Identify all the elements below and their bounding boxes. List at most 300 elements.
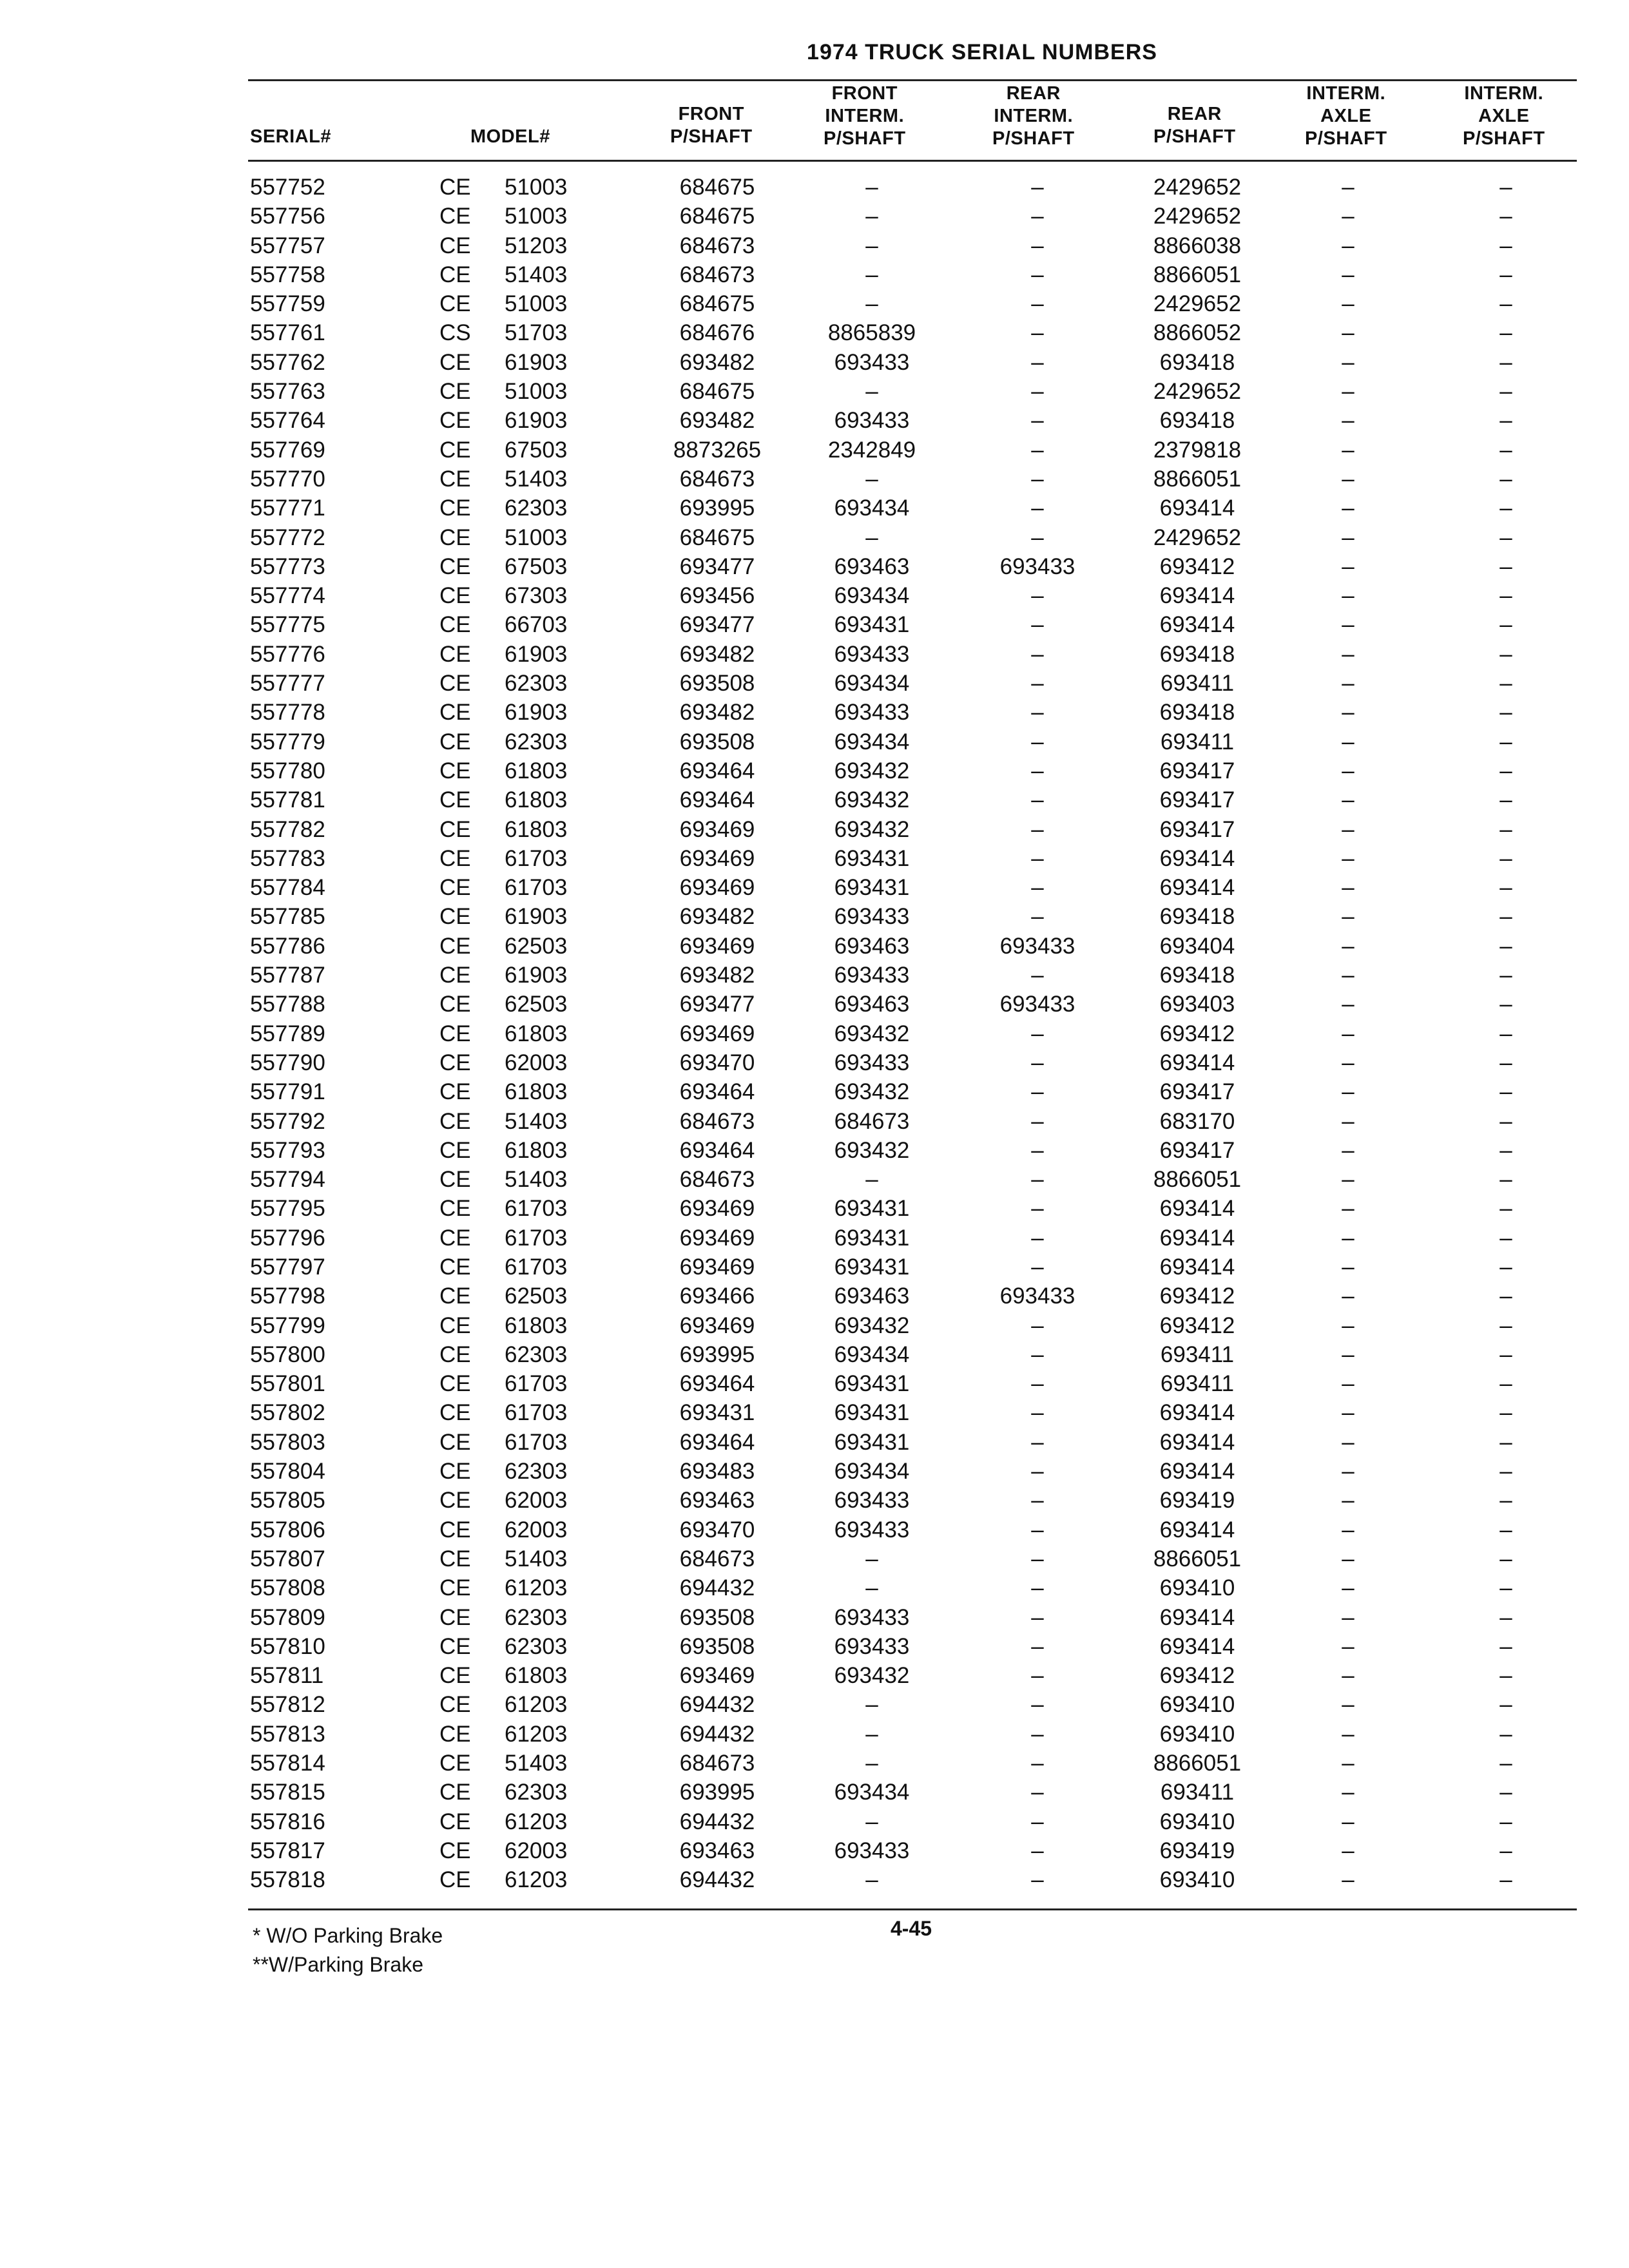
serial-cell: 557757 [250,233,325,258]
front-pshaft-cell: 693469 [679,816,755,842]
table-row [0,1486,1629,1515]
header-line: INTERM. [1464,83,1544,104]
table-row [0,1224,1629,1253]
interm-axle-2-cell: – [1499,612,1512,638]
interm-axle-1-cell: – [1342,1137,1354,1163]
interm-axle-1-cell: – [1342,963,1354,988]
rear-pshaft-cell: 693414 [1159,1517,1235,1542]
model-prefix-cell: CE [439,495,471,521]
serial-cell: 557807 [250,1546,325,1571]
serial-cell: 557812 [250,1692,325,1718]
model-number-cell: 67503 [505,553,568,579]
model-number-cell: 51403 [505,1167,568,1193]
model-prefix-cell: CE [439,875,471,901]
front-interm-cell: 693431 [834,1196,910,1222]
front-pshaft-cell: 693477 [679,992,755,1017]
rear-interm-cell: – [1031,1400,1044,1426]
table-row [0,1194,1629,1223]
header-line: REAR [1167,104,1222,124]
rear-pshaft-cell: 693411 [1160,1780,1235,1805]
model-prefix-cell: CE [439,845,471,871]
table-row [0,756,1629,785]
model-number-cell: 67303 [505,583,568,609]
rear-pshaft-cell: 693410 [1159,1575,1235,1601]
table-row [0,727,1629,756]
rear-interm-cell: – [1031,408,1044,434]
interm-axle-1-cell: – [1342,1751,1354,1776]
rear-pshaft-cell: 8866051 [1153,262,1242,287]
rear-pshaft-cell: 693418 [1159,963,1235,988]
model-prefix-cell: CE [439,1867,471,1893]
front-interm-cell: 693433 [834,1488,910,1514]
model-prefix-cell: CE [439,729,471,754]
table-row [0,348,1629,377]
header-line: P/SHAFT [1153,126,1236,147]
rear-interm-cell: – [1031,1079,1044,1105]
rear-interm-cell: – [1031,904,1044,930]
table-row [0,844,1629,873]
interm-axle-1-cell: – [1342,1575,1354,1601]
model-prefix-cell: CE [439,1079,471,1105]
front-interm-cell: – [865,1167,878,1193]
front-interm-cell: – [865,1721,878,1747]
model-prefix-cell: CE [439,175,471,200]
interm-axle-2-cell: – [1499,1721,1512,1747]
serial-cell: 557756 [250,204,325,229]
interm-axle-1-cell: – [1342,787,1354,813]
model-number-cell: 61803 [505,1021,568,1046]
serial-cell: 557801 [250,1371,325,1397]
rear-interm-cell: – [1031,1663,1044,1689]
rear-pshaft-cell: 693418 [1159,700,1235,726]
rear-pshaft-cell: 8866038 [1153,233,1242,258]
front-interm-cell: 693433 [834,963,910,988]
rear-interm-cell: 693433 [999,553,1075,579]
front-pshaft-cell: 693508 [679,729,755,754]
interm-axle-1-cell: – [1342,904,1354,930]
table-row [0,406,1629,435]
front-pshaft-cell: 693464 [679,1429,755,1455]
front-pshaft-cell: 693469 [679,1021,755,1046]
interm-axle-1-cell: – [1342,1867,1354,1893]
front-interm-cell: – [865,1867,878,1893]
front-pshaft-cell: 694432 [679,1809,755,1834]
front-interm-cell: 693463 [834,992,910,1017]
table-row [0,1253,1629,1282]
serial-cell: 557796 [250,1225,325,1251]
interm-axle-1-cell: – [1342,1692,1354,1718]
serial-cell: 557788 [250,992,325,1017]
table-row [0,902,1629,931]
front-pshaft-cell: 693463 [679,1488,755,1514]
header-rear-interm [992,82,1075,150]
serial-cell: 557791 [250,1079,325,1105]
interm-axle-1-cell: – [1342,671,1354,697]
rear-pshaft-cell: 693419 [1159,1838,1235,1863]
front-pshaft-cell: 693469 [679,875,755,901]
front-pshaft-cell: 694432 [679,1692,755,1718]
rear-pshaft-cell: 2379818 [1153,437,1242,463]
rear-interm-cell: – [1031,700,1044,726]
serial-cell: 557806 [250,1517,325,1542]
model-number-cell: 51003 [505,524,568,550]
interm-axle-1-cell: – [1342,1021,1354,1046]
rear-pshaft-cell: 693414 [1159,1604,1235,1630]
front-interm-cell: 2342849 [827,437,916,463]
model-prefix-cell: CE [439,1459,471,1485]
model-prefix-cell: CE [439,379,471,405]
rear-pshaft-cell: 2429652 [1153,291,1242,317]
serial-cell: 557769 [250,437,325,463]
rear-pshaft-cell: 693410 [1159,1692,1235,1718]
model-prefix-cell: CE [439,1809,471,1834]
serial-cell: 557786 [250,933,325,959]
rear-pshaft-cell: 693412 [1159,553,1235,579]
front-pshaft-cell: 693482 [679,408,755,434]
table-row [0,1282,1629,1311]
model-prefix-cell: CE [439,408,471,434]
interm-axle-2-cell: – [1499,992,1512,1017]
footnote-w-parking-brake: **W/Parking Brake [253,1953,423,1976]
model-prefix-cell: CE [439,1488,471,1514]
interm-axle-2-cell: – [1499,1079,1512,1105]
model-prefix-cell: CE [439,1371,471,1397]
model-number-cell: 62303 [505,729,568,754]
table-row [0,1019,1629,1048]
header-line: P/SHAFT [1305,128,1387,149]
model-prefix-cell: CE [439,787,471,813]
front-pshaft-cell: 684673 [679,1751,755,1776]
rear-pshaft-cell: 8866051 [1153,1546,1242,1571]
rear-interm-cell: – [1031,1517,1044,1542]
front-interm-cell: 693431 [834,1254,910,1280]
serial-cell: 557771 [250,495,325,521]
model-prefix-cell: CE [439,1225,471,1251]
interm-axle-2-cell: – [1499,1137,1512,1163]
interm-axle-2-cell: – [1499,1283,1512,1309]
front-interm-cell: 693433 [834,1838,910,1863]
model-number-cell: 62303 [505,1780,568,1805]
model-prefix-cell: CE [439,1838,471,1863]
interm-axle-2-cell: – [1499,1429,1512,1455]
model-number-cell: 62303 [505,1633,568,1659]
table-row [0,990,1629,1019]
model-prefix-cell: CE [439,671,471,697]
front-pshaft-cell: 693995 [679,495,755,521]
front-pshaft-cell: 693431 [679,1400,755,1426]
model-number-cell: 61203 [505,1809,568,1834]
rear-interm-cell: – [1031,1867,1044,1893]
model-prefix-cell: CE [439,816,471,842]
interm-axle-2-cell: – [1499,1459,1512,1485]
rear-interm-cell: – [1031,349,1044,375]
front-pshaft-cell: 684675 [679,204,755,229]
header-line: FRONT [678,104,744,124]
front-interm-cell: 693433 [834,1050,910,1075]
front-interm-cell: 693432 [834,1137,910,1163]
model-prefix-cell: CE [439,758,471,783]
table-row [0,610,1629,639]
front-pshaft-cell: 694432 [679,1867,755,1893]
header-line: P/SHAFT [992,128,1075,149]
rear-pshaft-cell: 693414 [1159,1459,1235,1485]
rear-pshaft-cell: 693414 [1159,1633,1235,1659]
rear-pshaft-cell: 693419 [1159,1488,1235,1514]
model-number-cell: 61703 [505,1371,568,1397]
model-prefix-cell: CE [439,466,471,492]
front-interm-cell: 693433 [834,349,910,375]
model-number-cell: 62003 [505,1517,568,1542]
interm-axle-1-cell: – [1342,437,1354,463]
interm-axle-2-cell: – [1499,904,1512,930]
table-row [0,1749,1629,1778]
front-pshaft-cell: 693482 [679,700,755,726]
serial-cell: 557761 [250,320,325,346]
rear-interm-cell: – [1031,1546,1044,1571]
interm-axle-2-cell: – [1499,583,1512,609]
table-row [0,581,1629,610]
serial-cell: 557800 [250,1341,325,1367]
model-prefix-cell: CE [439,1400,471,1426]
serial-cell: 557775 [250,612,325,638]
serial-cell: 557797 [250,1254,325,1280]
header-serial [250,126,331,148]
interm-axle-1-cell: – [1342,700,1354,726]
interm-axle-2-cell: – [1499,1575,1512,1601]
front-pshaft-cell: 693482 [679,349,755,375]
front-pshaft-cell: 693482 [679,641,755,667]
interm-axle-1-cell: – [1342,1809,1354,1834]
rear-pshaft-cell: 2429652 [1153,175,1242,200]
model-number-cell: 51403 [505,1546,568,1571]
front-interm-cell: – [865,1546,878,1571]
rear-interm-cell: – [1031,291,1044,317]
model-number-cell: 62303 [505,1341,568,1367]
rear-pshaft-cell: 693414 [1159,1254,1235,1280]
table-row [0,1836,1629,1865]
front-pshaft-cell: 684675 [679,524,755,550]
interm-axle-2-cell: – [1499,963,1512,988]
model-prefix-cell: CE [439,1692,471,1718]
model-prefix-cell: CE [439,1546,471,1571]
model-prefix-cell: CE [439,1517,471,1542]
interm-axle-1-cell: – [1342,1050,1354,1075]
model-number-cell: 62003 [505,1050,568,1075]
interm-axle-2-cell: – [1499,1021,1512,1046]
serial-cell: 557763 [250,379,325,405]
interm-axle-2-cell: – [1499,466,1512,492]
front-pshaft-cell: 693477 [679,612,755,638]
rear-interm-cell: – [1031,1780,1044,1805]
front-interm-cell: – [865,466,878,492]
interm-axle-2-cell: – [1499,437,1512,463]
rear-pshaft-cell: 693414 [1159,495,1235,521]
front-interm-cell: 693431 [834,1429,910,1455]
serial-cell: 557784 [250,875,325,901]
front-pshaft-cell: 8873265 [673,437,762,463]
model-number-cell: 61803 [505,787,568,813]
model-number-cell: 61903 [505,349,568,375]
interm-axle-1-cell: – [1342,1459,1354,1485]
interm-axle-2-cell: – [1499,524,1512,550]
model-prefix-cell: CE [439,1604,471,1630]
interm-axle-1-cell: – [1342,1838,1354,1863]
rear-pshaft-cell: 693414 [1159,845,1235,871]
interm-axle-1-cell: – [1342,933,1354,959]
interm-axle-2-cell: – [1499,700,1512,726]
table-row [0,1515,1629,1544]
model-prefix-cell: CE [439,437,471,463]
model-prefix-cell: CE [439,1751,471,1776]
rear-pshaft-cell: 693418 [1159,641,1235,667]
front-interm-cell: – [865,1692,878,1718]
front-interm-cell: 693431 [834,1371,910,1397]
front-interm-cell: 693434 [834,671,910,697]
interm-axle-1-cell: – [1342,729,1354,754]
serial-cell: 557803 [250,1429,325,1455]
serial-cell: 557813 [250,1721,325,1747]
front-interm-cell: 693434 [834,1780,910,1805]
interm-axle-1-cell: – [1342,1371,1354,1397]
front-interm-cell: 693433 [834,1633,910,1659]
table-row [0,932,1629,961]
rear-interm-cell: – [1031,1021,1044,1046]
model-number-cell: 61203 [505,1692,568,1718]
model-prefix-cell: CE [439,233,471,258]
interm-axle-1-cell: – [1342,1196,1354,1222]
model-prefix-cell: CE [439,1050,471,1075]
model-number-cell: 61803 [505,1312,568,1338]
serial-cell: 557790 [250,1050,325,1075]
model-number-cell: 51003 [505,379,568,405]
interm-axle-2-cell: – [1499,349,1512,375]
interm-axle-2-cell: – [1499,1196,1512,1222]
interm-axle-2-cell: – [1499,758,1512,783]
rear-interm-cell: – [1031,1167,1044,1193]
rear-interm-cell: – [1031,262,1044,287]
header-line: INTERM. [825,106,905,126]
front-interm-cell: 693463 [834,933,910,959]
table-row [0,1398,1629,1427]
rear-interm-cell: – [1031,1809,1044,1834]
header-line: P/SHAFT [1463,128,1545,149]
front-interm-cell: 693433 [834,1604,910,1630]
header-line: AXLE [1478,106,1530,126]
table-row [0,494,1629,523]
front-pshaft-cell: 684673 [679,262,755,287]
front-interm-cell: 693434 [834,729,910,754]
rear-interm-cell: – [1031,1371,1044,1397]
table-row [0,436,1629,465]
serial-cell: 557818 [250,1867,325,1893]
table-row [0,1865,1629,1894]
rear-pshaft-cell: 693414 [1159,1225,1235,1251]
front-interm-cell: – [865,1809,878,1834]
rear-pshaft-cell: 693412 [1159,1663,1235,1689]
model-number-cell: 61903 [505,408,568,434]
serial-cell: 557780 [250,758,325,783]
front-interm-cell: 693431 [834,612,910,638]
rear-interm-cell: – [1031,787,1044,813]
table-row [0,1720,1629,1749]
model-number-cell: 61903 [505,641,568,667]
interm-axle-1-cell: – [1342,1780,1354,1805]
front-interm-cell: – [865,204,878,229]
serial-cell: 557759 [250,291,325,317]
front-pshaft-cell: 693469 [679,845,755,871]
table-row [0,1603,1629,1632]
model-number-cell: 61703 [505,1254,568,1280]
serial-cell: 557758 [250,262,325,287]
serial-cell: 557810 [250,1633,325,1659]
front-pshaft-cell: 693469 [679,1312,755,1338]
rear-pshaft-cell: 693411 [1160,1341,1235,1367]
table-row [0,1457,1629,1486]
interm-axle-2-cell: – [1499,845,1512,871]
serial-table-body [0,173,1629,1895]
rear-pshaft-cell: 693414 [1159,1400,1235,1426]
interm-axle-1-cell: – [1342,612,1354,638]
model-number-cell: 61203 [505,1721,568,1747]
model-prefix-cell: CE [439,1780,471,1805]
rear-interm-cell: – [1031,1604,1044,1630]
front-interm-cell: – [865,1575,878,1601]
rear-interm-cell: – [1031,612,1044,638]
front-pshaft-cell: 693469 [679,1196,755,1222]
rear-interm-cell: – [1031,466,1044,492]
front-interm-cell: 693432 [834,1079,910,1105]
interm-axle-2-cell: – [1499,1604,1512,1630]
model-number-cell: 51403 [505,466,568,492]
front-pshaft-cell: 684675 [679,175,755,200]
front-pshaft-cell: 693995 [679,1341,755,1367]
front-pshaft-cell: 684675 [679,291,755,317]
rear-pshaft-cell: 8866051 [1153,1167,1242,1193]
header-bottom-rule [248,160,1577,162]
interm-axle-1-cell: – [1342,1283,1354,1309]
table-row [0,260,1629,289]
interm-axle-2-cell: – [1499,1400,1512,1426]
model-number-cell: 62003 [505,1838,568,1863]
front-pshaft-cell: 693464 [679,1371,755,1397]
model-prefix-cell: CE [439,612,471,638]
front-pshaft-cell: 693463 [679,1838,755,1863]
interm-axle-2-cell: – [1499,1692,1512,1718]
front-pshaft-cell: 684673 [679,1167,755,1193]
rear-pshaft-cell: 693418 [1159,408,1235,434]
interm-axle-1-cell: – [1342,553,1354,579]
rear-pshaft-cell: 693414 [1159,875,1235,901]
rear-pshaft-cell: 693414 [1159,612,1235,638]
model-prefix-cell: CE [439,1254,471,1280]
interm-axle-2-cell: – [1499,1517,1512,1542]
front-pshaft-cell: 684673 [679,1108,755,1134]
header-interm-axle-2 [1463,82,1545,150]
table-row [0,815,1629,844]
serial-cell: 557752 [250,175,325,200]
serial-cell: 557770 [250,466,325,492]
front-interm-cell: 693432 [834,1312,910,1338]
interm-axle-2-cell: – [1499,1488,1512,1514]
model-prefix-cell: CE [439,553,471,579]
interm-axle-2-cell: – [1499,175,1512,200]
interm-axle-1-cell: – [1342,816,1354,842]
rear-pshaft-cell: 683170 [1159,1108,1235,1134]
rear-pshaft-cell: 693411 [1160,671,1235,697]
model-number-cell: 62303 [505,1459,568,1485]
rear-pshaft-cell: 693418 [1159,349,1235,375]
rear-pshaft-cell: 693411 [1160,729,1235,754]
